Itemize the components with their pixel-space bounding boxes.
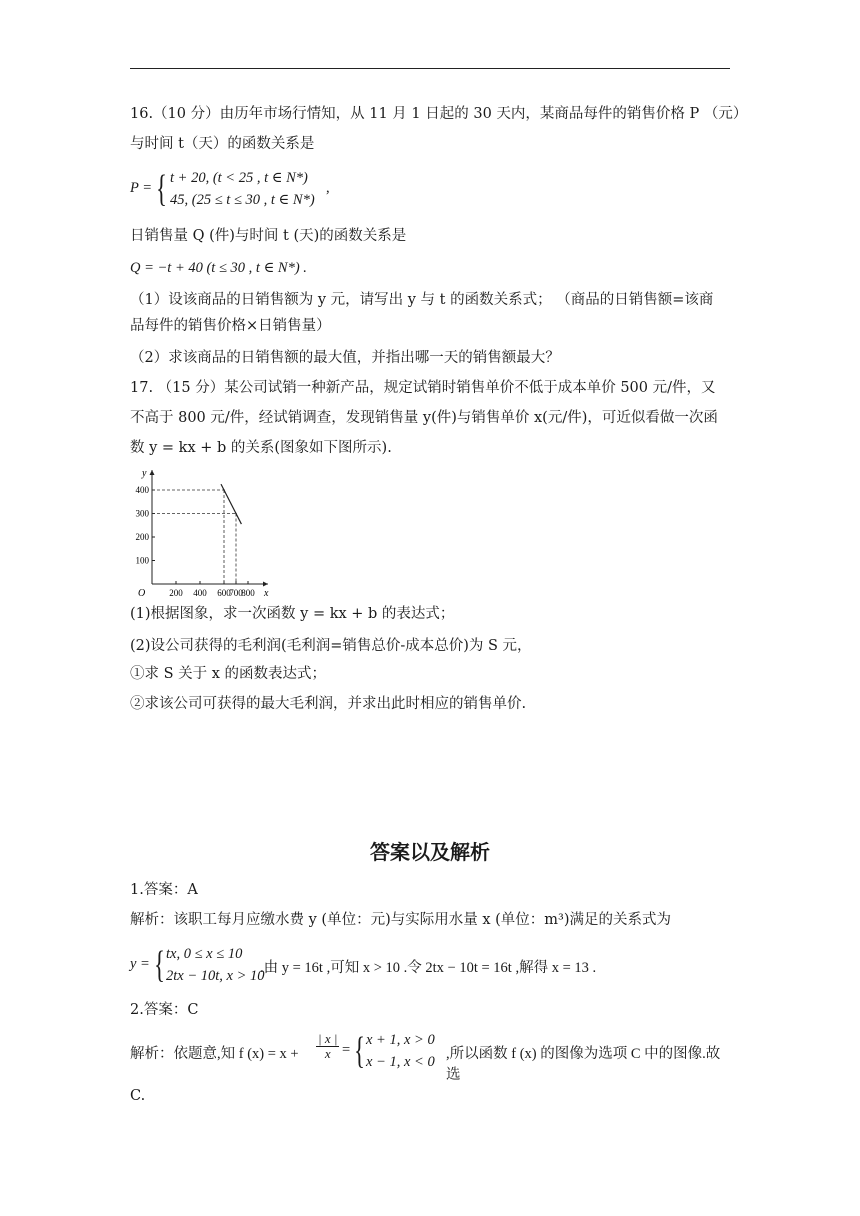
answer-2-explanation: [130, 1030, 730, 1083]
x-tick-label: 800: [241, 588, 255, 596]
a2-eq: =: [342, 1042, 351, 1058]
a1-case-1: tx, 0 ≤ x ≤ 10: [166, 946, 243, 962]
q16-line-5: （1）设该商品的日销售额为 y 元，请写出 y 与 t 的函数关系式； （商品的日销售额=该商: [130, 292, 714, 308]
a2-case-2: x − 1, x < 0: [366, 1054, 435, 1070]
q17-line-7: ②求该公司可获得的最大毛利润，并求出此时相应的销售单价.: [130, 696, 527, 712]
linear-function-graph: [124, 466, 294, 596]
q16-line-2: 与时间 t（天）的函数关系是: [130, 136, 315, 152]
a2-tail: ,所以函数 f (x) 的图像为选项 C 中的图像.故选: [446, 1046, 721, 1083]
q17-line-2: 不高于 800 元/件，经试销调查，发现销售量 y(件)与销售单价 x(元/件)，可近似看做一次函: [130, 410, 718, 426]
x-tick-label: 600: [217, 588, 231, 596]
answer-1-piecewise: [130, 944, 730, 990]
origin-label: O: [138, 588, 146, 596]
y-axis-arrow: [150, 470, 155, 475]
a2-pre: 解析：依题意,知 f (x) = x +: [130, 1046, 299, 1062]
answer-2-end: C.: [130, 1088, 146, 1104]
a2-brace: {: [354, 1030, 365, 1072]
q17-line-6: ①求 S 关于 x 的函数表达式；: [130, 666, 327, 682]
answers-title: 答案以及解析: [370, 840, 490, 864]
data-point: [235, 513, 237, 515]
p-brace: {: [156, 168, 167, 210]
y-tick-label: 400: [135, 485, 149, 495]
q17-line-5: (2)设公司获得的毛利润(毛利润=销售总价-成本总价)为 S 元，: [130, 638, 532, 654]
q16-line-1: 16.（10 分）由历年市场行情知，从 11 月 1 日起的 30 天内，某商品每件的销售价格 P （元）: [130, 106, 748, 122]
q17-line-3: 数 y = kx + b 的关系(图象如下图所示).: [130, 440, 392, 456]
y-tick-label: 200: [135, 532, 149, 542]
a1-tail: .由 y = 16t ,可知 x > 10 .令 2tx − 10t = 16t ,解得 x = 13 .: [260, 960, 597, 976]
p-case-2: 45, (25 ≤ t ≤ 30 , t ∈ N*): [170, 192, 315, 208]
answer-1-label: 1.答案：A: [130, 882, 198, 898]
q17-line-1: 17. （15 分）某公司试销一种新产品，规定试销时销售单价不低于成本单价 500 元/件，又: [130, 380, 716, 396]
p-lhs: P =: [130, 180, 153, 196]
q16-line-6: 品每件的销售价格×日销售量）: [130, 318, 331, 334]
a2-fraction: [316, 1032, 339, 1061]
x-tick-label: 400: [193, 588, 207, 596]
header-rule: [130, 68, 730, 69]
p-tail: ,: [326, 180, 330, 196]
x-tick-label: 700: [229, 588, 243, 596]
answer-1-explanation: 解析：该职工每月应缴水费 y (单位：元)与实际用水量 x (单位：m³)满足的关系式为: [130, 912, 671, 928]
a2-frac-num: | x |: [318, 1031, 338, 1046]
q16-line-7: （2）求该商品的日销售额的最大值，并指出哪一天的销售额最大？: [130, 350, 560, 366]
x-tick-label: 200: [169, 588, 183, 596]
a1-case-2: 2tx − 10t, x > 10: [166, 968, 265, 984]
y-tick-label: 100: [135, 555, 149, 566]
a1-lhs: y =: [130, 956, 150, 972]
q16-price-function: [130, 168, 430, 214]
q16-line-3: 日销售量 Q (件)与时间 t (天)的函数关系是: [130, 228, 407, 244]
answer-2-label: 2.答案：C: [130, 1002, 199, 1018]
data-point: [223, 489, 225, 491]
y-tick-label: 300: [135, 508, 149, 519]
q17-line-4: (1)根据图象，求一次函数 y = kx + b 的表达式；: [130, 606, 455, 622]
p-case-1: t + 20, (t < 25 , t ∈ N*): [170, 170, 308, 186]
q16-line-4: Q = −t + 40 (t ≤ 30 , t ∈ N*) .: [130, 260, 307, 276]
a1-brace: {: [154, 944, 165, 986]
y-axis-label: y: [142, 468, 147, 479]
x-axis-arrow: [263, 582, 268, 587]
x-axis-label: x: [264, 588, 269, 596]
a2-frac-den: x: [324, 1046, 331, 1061]
a2-case-1: x + 1, x > 0: [366, 1032, 435, 1048]
